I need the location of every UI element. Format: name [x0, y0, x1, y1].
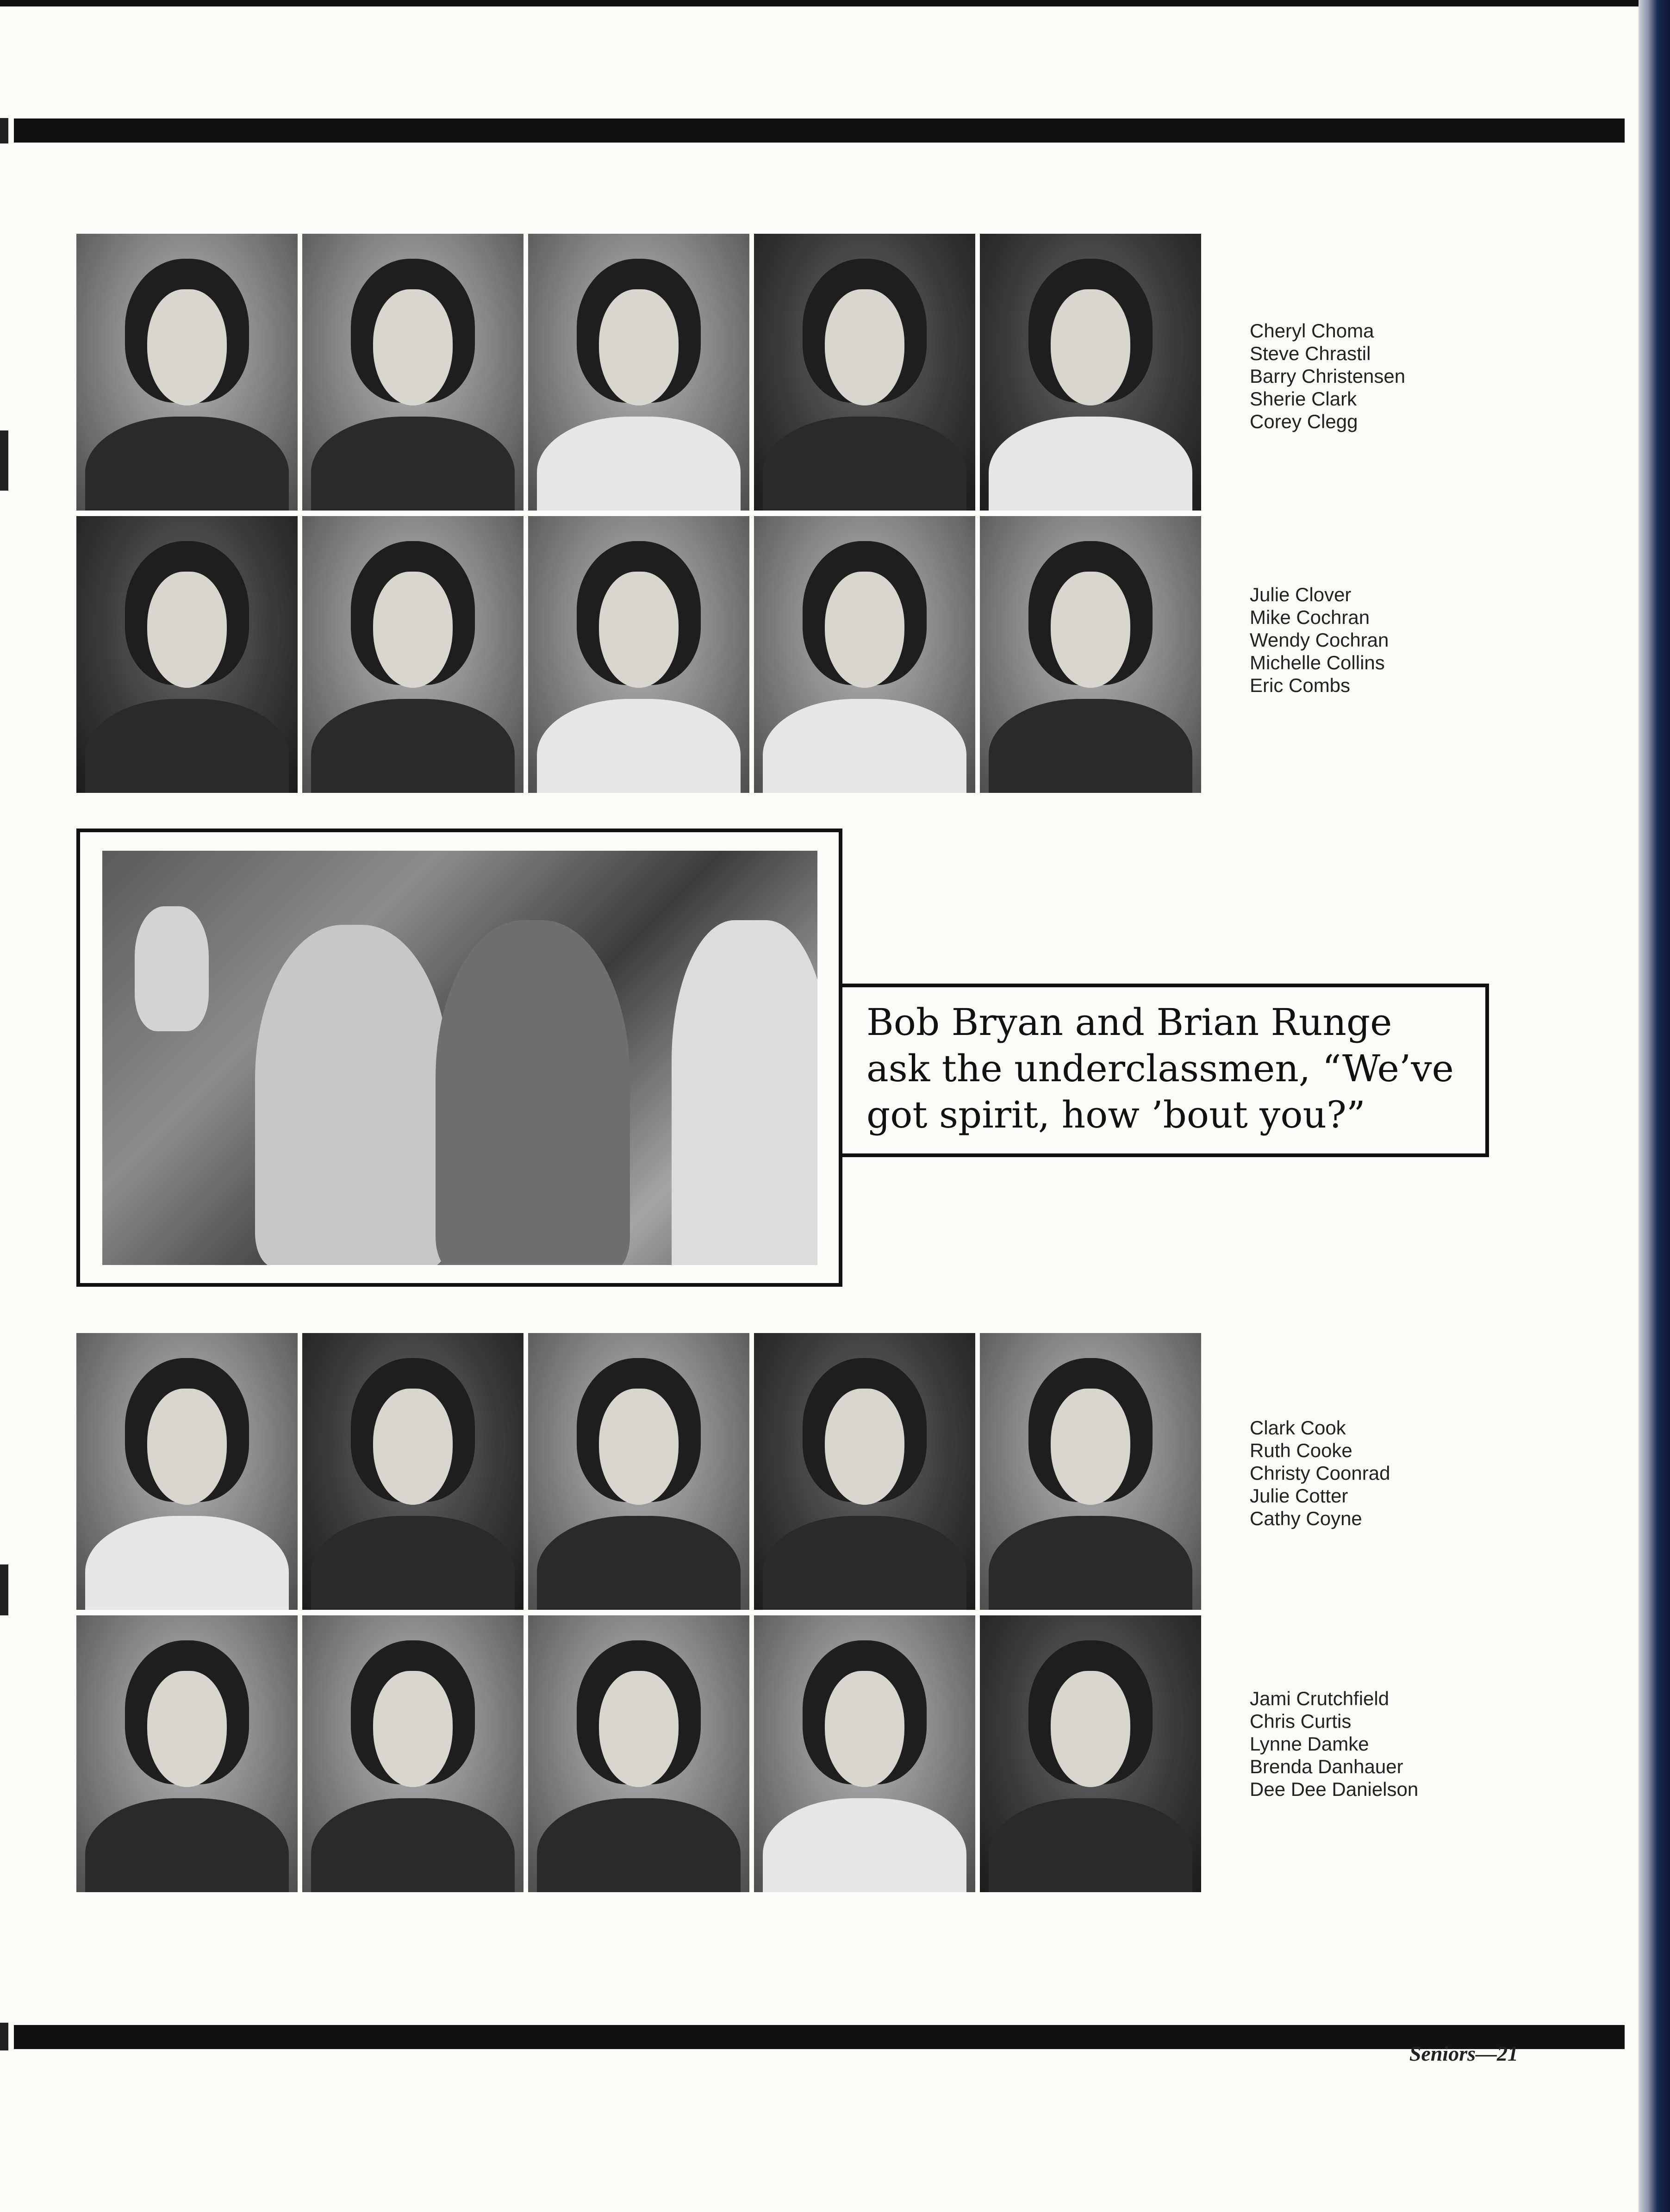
candid-photo: [102, 851, 817, 1265]
portrait-brenda-danhauer: [754, 1615, 975, 1892]
edge-mark: [0, 1564, 8, 1615]
student-name: Chris Curtis: [1250, 1710, 1352, 1732]
student-name: Michelle Collins: [1250, 652, 1385, 673]
student-name: Christy Coonrad: [1250, 1462, 1390, 1484]
portrait-grid-top: [76, 234, 1201, 793]
portrait-michelle-collins: [754, 516, 975, 793]
name-list-row-2: [1250, 583, 1574, 697]
student-name: Wendy Cochran: [1250, 629, 1389, 651]
student-name: Barry Christensen: [1250, 365, 1406, 387]
candid-photo-frame: [76, 829, 842, 1287]
portrait-chris-curtis: [302, 1615, 523, 1892]
edge-mark: [0, 430, 8, 491]
name-list-row-4: [1250, 1687, 1574, 1801]
student-name: Dee Dee Danielson: [1250, 1778, 1419, 1800]
portrait-wendy-cochran: [528, 516, 749, 793]
student-name: Julie Clover: [1250, 584, 1352, 605]
portrait-sherie-clark: [754, 234, 975, 511]
portrait-grid-bottom: [76, 1333, 1201, 1892]
portrait-julie-clover: [76, 516, 298, 793]
portrait-jami-crutchfield: [76, 1615, 298, 1892]
name-list-row-1: [1250, 319, 1574, 433]
portrait-cathy-coyne: [980, 1333, 1201, 1610]
portrait-julie-cotter: [754, 1333, 975, 1610]
top-rule: [14, 118, 1625, 143]
edge-mark: [0, 2023, 8, 2050]
student-name: Lynne Damke: [1250, 1733, 1369, 1755]
student-name: Sherie Clark: [1250, 388, 1357, 410]
portrait-christy-coonrad: [528, 1333, 749, 1610]
portrait-barry-christensen: [528, 234, 749, 511]
page-top-edge: [0, 0, 1639, 6]
page-folio: Seniors—21: [1409, 2042, 1518, 2065]
student-name: Cathy Coyne: [1250, 1508, 1362, 1529]
student-name: Julie Cotter: [1250, 1485, 1348, 1507]
portrait-clark-cook: [76, 1333, 298, 1610]
edge-mark: [0, 118, 8, 143]
photo-caption: Bob Bryan and Brian Runge ask the underclassmen, “We’ve got spirit, how ’bout you?”: [839, 984, 1489, 1157]
portrait-corey-clegg: [980, 234, 1201, 511]
student-name: Steve Chrastil: [1250, 343, 1371, 364]
portrait-dee-dee-danielson: [980, 1615, 1201, 1892]
student-name: Mike Cochran: [1250, 606, 1370, 628]
portrait-lynne-damke: [528, 1615, 749, 1892]
student-name: Ruth Cooke: [1250, 1439, 1352, 1461]
student-name: Corey Clegg: [1250, 411, 1358, 432]
portrait-cheryl-choma: [76, 234, 298, 511]
student-name: Jami Crutchfield: [1250, 1688, 1390, 1709]
bottom-rule: [14, 2025, 1625, 2049]
portrait-mike-cochran: [302, 516, 523, 793]
book-spine: [1639, 0, 1670, 2212]
portrait-steve-chrastil: [302, 234, 523, 511]
portrait-eric-combs: [980, 516, 1201, 793]
portrait-ruth-cooke: [302, 1333, 523, 1610]
student-name: Clark Cook: [1250, 1417, 1346, 1439]
student-name: Cheryl Choma: [1250, 320, 1374, 342]
name-list-row-3: [1250, 1416, 1574, 1530]
student-name: Brenda Danhauer: [1250, 1756, 1403, 1777]
student-name: Eric Combs: [1250, 674, 1351, 696]
